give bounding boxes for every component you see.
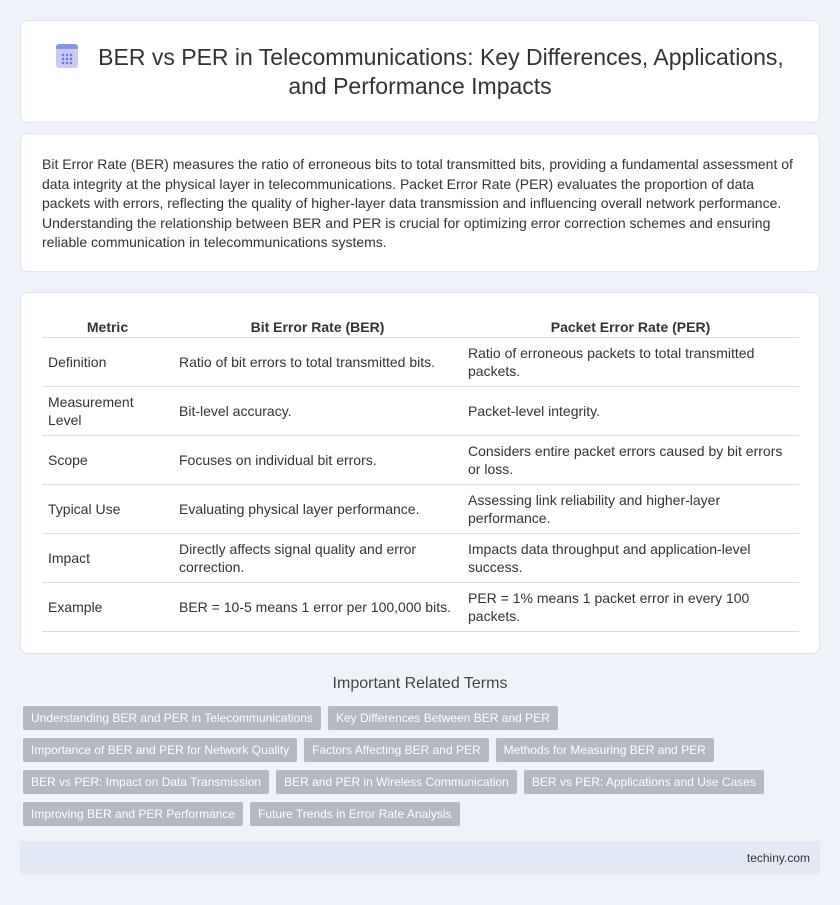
- related-terms-heading: Important Related Terms: [332, 675, 508, 692]
- page-title-line-1: BER vs PER in Telecommunications: Key Differences, Applications,: [98, 44, 784, 70]
- related-term-tag[interactable]: Methods for Measuring BER and PER: [496, 738, 714, 762]
- column-header-metric: Metric: [42, 314, 173, 337]
- ber-cell: Directly affects signal quality and error correction.: [173, 533, 462, 582]
- related-term-tag[interactable]: Improving BER and PER Performance: [23, 802, 243, 826]
- footer-site-link[interactable]: techiny.com: [746, 851, 810, 865]
- table-row: [42, 337, 799, 386]
- table-row: [42, 386, 799, 435]
- per-cell: Assessing link reliability and higher-layer performance.: [462, 484, 799, 533]
- comparison-table-card: [20, 292, 820, 654]
- related-term-tag[interactable]: Key Differences Between BER and PER: [328, 706, 558, 730]
- per-cell: PER = 1% means 1 packet error in every 100 packets.: [462, 582, 799, 631]
- table-row: [42, 533, 799, 582]
- footer-bar: [20, 841, 820, 874]
- document-icon: [56, 44, 78, 68]
- related-term-tag[interactable]: Factors Affecting BER and PER: [304, 738, 489, 762]
- page-title-line-2: and Performance Impacts: [288, 73, 552, 99]
- related-terms-list: [23, 706, 813, 834]
- intro-paragraph: Bit Error Rate (BER) measures the ratio of erroneous bits to total transmitted bits, providing a fundamental assessment of data integrity at the physical layer in telecommunications. Packet Error Rate (PER) evaluates the proportion of data packets with errors, reflecting the quality of higher-layer data transmission and influencing overall network performance. Understanding the relationship between BER and PER is crucial for optimizing error correction schemes and ensuring reliable communication in telecommunications systems.: [42, 156, 793, 250]
- intro-card: [20, 133, 820, 272]
- column-header-ber: Bit Error Rate (BER): [173, 314, 462, 337]
- per-cell: Packet-level integrity.: [462, 386, 799, 435]
- ber-cell: BER = 10-5 means 1 error per 100,000 bits.: [173, 582, 462, 631]
- table-header-row: [42, 314, 799, 337]
- related-term-tag[interactable]: BER and PER in Wireless Communication: [276, 770, 517, 794]
- per-cell: Impacts data throughput and application-level success.: [462, 533, 799, 582]
- column-header-per: Packet Error Rate (PER): [462, 314, 799, 337]
- table-row: [42, 582, 799, 631]
- per-cell: Considers entire packet errors caused by bit errors or loss.: [462, 435, 799, 484]
- metric-cell: Measurement Level: [42, 386, 173, 435]
- related-term-tag[interactable]: BER vs PER: Applications and Use Cases: [524, 770, 764, 794]
- ber-cell: Focuses on individual bit errors.: [173, 435, 462, 484]
- related-term-tag[interactable]: BER vs PER: Impact on Data Transmission: [23, 770, 269, 794]
- per-cell: Ratio of erroneous packets to total transmitted packets.: [462, 337, 799, 386]
- metric-cell: Impact: [42, 533, 173, 582]
- table-row: [42, 484, 799, 533]
- ber-cell: Ratio of bit errors to total transmitted bits.: [173, 337, 462, 386]
- title-card: [20, 20, 820, 123]
- metric-cell: Typical Use: [42, 484, 173, 533]
- ber-cell: Evaluating physical layer performance.: [173, 484, 462, 533]
- related-term-tag[interactable]: Future Trends in Error Rate Analysis: [250, 802, 459, 826]
- page-title: [21, 43, 819, 101]
- related-term-tag[interactable]: Importance of BER and PER for Network Quality: [23, 738, 297, 762]
- comparison-table: [42, 314, 799, 632]
- related-term-tag[interactable]: Understanding BER and PER in Telecommunications: [23, 706, 321, 730]
- metric-cell: Definition: [42, 337, 173, 386]
- metric-cell: Scope: [42, 435, 173, 484]
- table-row: [42, 435, 799, 484]
- ber-cell: Bit-level accuracy.: [173, 386, 462, 435]
- metric-cell: Example: [42, 582, 173, 631]
